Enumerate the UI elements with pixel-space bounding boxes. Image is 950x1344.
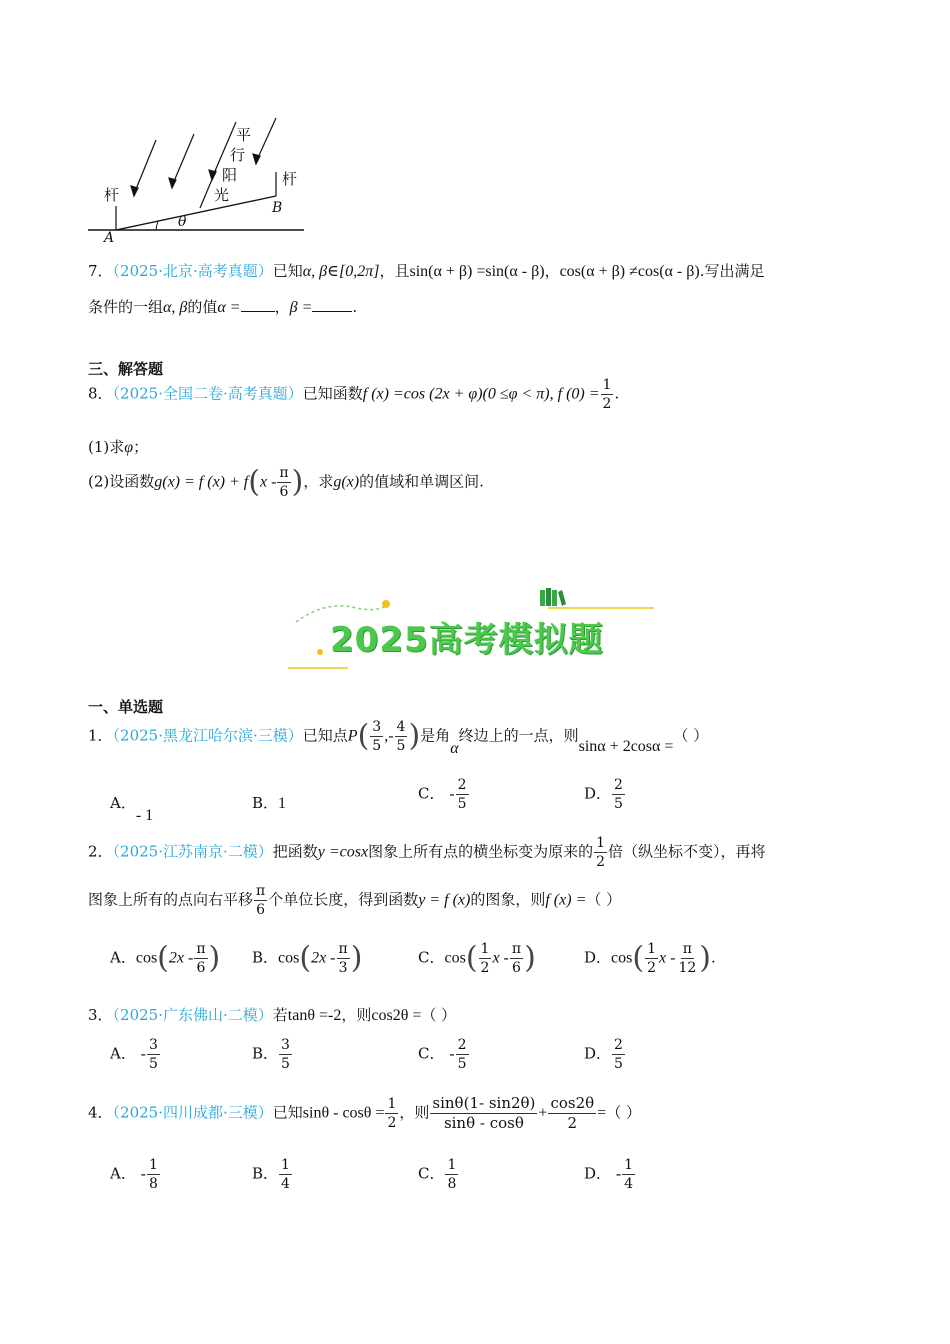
option-d[interactable]: D． - $\frac{1}{4}$ <box>584 1157 634 1192</box>
option-c[interactable]: C．cos( $\frac{1}{2}$ x - $\frac{\pi}{6}$ ) <box>418 940 536 976</box>
text: (2)设函数 <box>88 472 155 491</box>
math-expr: g(x) = f (x) + f <box>154 473 249 491</box>
fraction: $\frac{3}{5}$ <box>372 719 382 754</box>
sunlight-char-4: 光 <box>214 186 230 204</box>
text: . <box>352 298 358 316</box>
text: ，则 <box>399 1103 430 1122</box>
fraction: $\frac{1}{2}$ <box>602 377 612 412</box>
text: 图象上所有点的横坐标变为原来的 <box>368 842 594 861</box>
text: 已知函数 <box>302 384 363 403</box>
answer-bracket: （ ） <box>673 726 709 745</box>
math-expr: y = f (x) <box>418 891 471 909</box>
math-expr: y =cosx <box>317 843 369 861</box>
math-expr: α, β∈[0,2π] <box>302 263 380 280</box>
question-8-stem <box>88 378 619 411</box>
text: ，求 <box>303 472 334 491</box>
mc-question-3 <box>88 1004 456 1025</box>
mc-question-2-line-2: 图象上所有的点向右平移 $\frac{\pi}{6}$ 个单位长度，得到函数y = f (x)的图象，则f (x) =（ ） <box>88 883 622 918</box>
question-7-line-2 <box>88 296 357 317</box>
sunlight-char-2: 行 <box>230 146 246 164</box>
math-expr: x - <box>259 473 277 491</box>
option-c[interactable]: C． - $\frac{2}{5}$ <box>418 777 467 812</box>
text: 若 <box>272 1006 288 1024</box>
text: 终边上的一点，则 <box>458 726 579 745</box>
option-b[interactable]: B． $\frac{3}{5}$ <box>252 1037 290 1072</box>
mc-question-2-line-1: 2．（2025·江苏南京·二模）把函数y =cosx图象上所有点的横坐标变为原来的 $\frac{1}{2}$ 倍（纵坐标不变），再将 <box>88 835 766 870</box>
option-a[interactable]: A． - $\frac{1}{8}$ <box>110 1157 158 1192</box>
question-source: （2025·黑龙江哈尔滨·三模） <box>112 726 303 745</box>
question-number: 8． <box>88 384 113 403</box>
text: 个单位长度，得到函数 <box>268 890 419 909</box>
option-c[interactable]: C． $\frac{1}{8}$ <box>418 1157 457 1192</box>
math-expr: sinθ - cosθ = <box>302 1104 385 1122</box>
text: .写出满足 <box>699 262 765 280</box>
math-expr: α, β <box>163 299 188 316</box>
text: ，则 <box>341 1006 372 1024</box>
option-d[interactable]: D． $\frac{2}{5}$ <box>584 777 623 812</box>
answer-bracket: （ ） <box>421 1006 457 1024</box>
theta-label: θ <box>178 214 187 230</box>
option-b[interactable]: B．1 <box>252 794 287 812</box>
math-expr: cos2θ = <box>371 1007 422 1024</box>
math-expr: cos(α + β) ≠cos(α - β) <box>559 263 700 280</box>
text: ， <box>544 262 560 280</box>
question-number: 4． <box>88 1103 113 1122</box>
text: ，且 <box>379 262 410 280</box>
option-a[interactable]: A．- 1 <box>110 794 154 824</box>
math-expr: α <box>450 739 459 757</box>
question-8-part-2 <box>88 466 484 499</box>
answer-blank-beta[interactable] <box>312 297 352 312</box>
point-b-label: B <box>272 200 283 216</box>
text: 已知 <box>272 1103 303 1122</box>
text: 已知 <box>272 262 303 280</box>
point-a-label: A <box>104 230 115 246</box>
math-expr: P <box>347 727 358 745</box>
text: . <box>614 384 620 403</box>
text: 的值域和单调区间. <box>359 472 484 491</box>
math-expr: tanθ =-2 <box>287 1007 342 1024</box>
text: 已知点 <box>302 726 348 745</box>
sunlight-char-1: 平 <box>236 126 252 144</box>
question-source: （2025·广东佛山·二模） <box>112 1006 273 1024</box>
option-b[interactable]: B． $\frac{1}{4}$ <box>252 1157 290 1192</box>
text: (1)求 <box>88 438 125 456</box>
option-d[interactable]: D．cos( $\frac{1}{2}$ x - $\frac{\pi}{12}$ ). <box>584 940 716 976</box>
option-b[interactable]: B．cos(2x - $\frac{\pi}{3}$ ) <box>252 940 363 976</box>
text: ； <box>133 438 149 456</box>
option-d[interactable]: D． $\frac{2}{5}$ <box>584 1037 623 1072</box>
text: 的值 <box>187 298 218 316</box>
math-expr: sinα + 2cosα = <box>578 737 674 755</box>
math-expr: α = <box>217 299 241 316</box>
text: ， <box>274 298 290 316</box>
question-number: 3． <box>88 1006 113 1024</box>
paren-right: ) <box>291 464 304 500</box>
answer-bracket: （ ） <box>606 1103 641 1122</box>
question-source: （2025·江苏南京·二模） <box>112 842 273 861</box>
question-8-part-1 <box>88 436 148 457</box>
fraction: $\frac{4}{5}$ <box>396 719 406 754</box>
text: 的图象，则 <box>470 890 546 909</box>
text: 把函数 <box>272 842 318 861</box>
question-number: 7． <box>88 262 113 280</box>
section-heading: 三、解答题 <box>88 360 164 378</box>
parallel-sunlight-diagram <box>86 110 306 250</box>
text: 图象上所有的点向右平移 <box>88 890 254 909</box>
shadow-figure <box>86 110 306 250</box>
answer-bracket: （ ） <box>586 890 622 909</box>
text: 倍（纵坐标不变），再将 <box>608 842 766 861</box>
question-source: （2025·四川成都·三模） <box>112 1103 273 1122</box>
question-source: （2025·全国二卷·高考真题） <box>112 384 303 403</box>
banner-title: 2025高考模拟题 <box>330 620 604 660</box>
text: 是角 <box>420 726 451 745</box>
question-source: （2025·北京·高考真题） <box>112 262 273 280</box>
math-expr: f (x) = <box>545 891 587 909</box>
section-heading: 一、单选题 <box>88 698 164 716</box>
option-c[interactable]: C． - $\frac{2}{5}$ <box>418 1037 467 1072</box>
question-number: 2． <box>88 842 113 861</box>
text: 条件的一组 <box>88 298 164 316</box>
sunlight-char-3: 阳 <box>222 166 238 184</box>
pole-left-label: 杆 <box>104 186 120 204</box>
fraction: $\frac{\pi}{6}$ <box>279 465 289 500</box>
math-expr: f (x) =cos (2x + φ)(0 ≤φ < π), f (0) = <box>362 385 600 403</box>
pole-right-label: 杆 <box>282 170 298 188</box>
question-7-line-1 <box>88 260 765 281</box>
option-a[interactable]: A． - $\frac{3}{5}$ <box>110 1037 158 1072</box>
mc-question-4: 4．（2025·四川成都·三模）已知sinθ - cosθ = $\frac{1}{2}$ ，则 $\frac{\sin\theta(1- \sin 2\theta)}{\sin\theta - \cos\theta}$ + $\frac{\cos 2\theta}{2}$ =（ ） <box>88 1094 641 1132</box>
math-expr: sin(α + β) =sin(α - β) <box>409 263 545 280</box>
math-expr: g(x) <box>333 473 360 491</box>
math-expr: β = <box>289 299 313 316</box>
question-number: 1． <box>88 726 113 745</box>
option-a[interactable]: A．cos(2x - $\frac{\pi}{6}$ ) <box>110 940 221 976</box>
math-expr: ,- <box>384 727 394 745</box>
mock-exam-banner <box>286 586 656 676</box>
math-expr: φ <box>124 439 134 456</box>
answer-blank-alpha[interactable] <box>241 297 275 312</box>
books-icon <box>540 588 566 606</box>
mc-question-1: 1．（2025·黑龙江哈尔滨·三模）已知点P( $\frac{3}{5}$ ,- $\frac{4}{5}$ )是角α终边上的一点，则sinα + 2cosα =（ ） <box>88 718 709 757</box>
paren-left: ( <box>248 464 260 500</box>
